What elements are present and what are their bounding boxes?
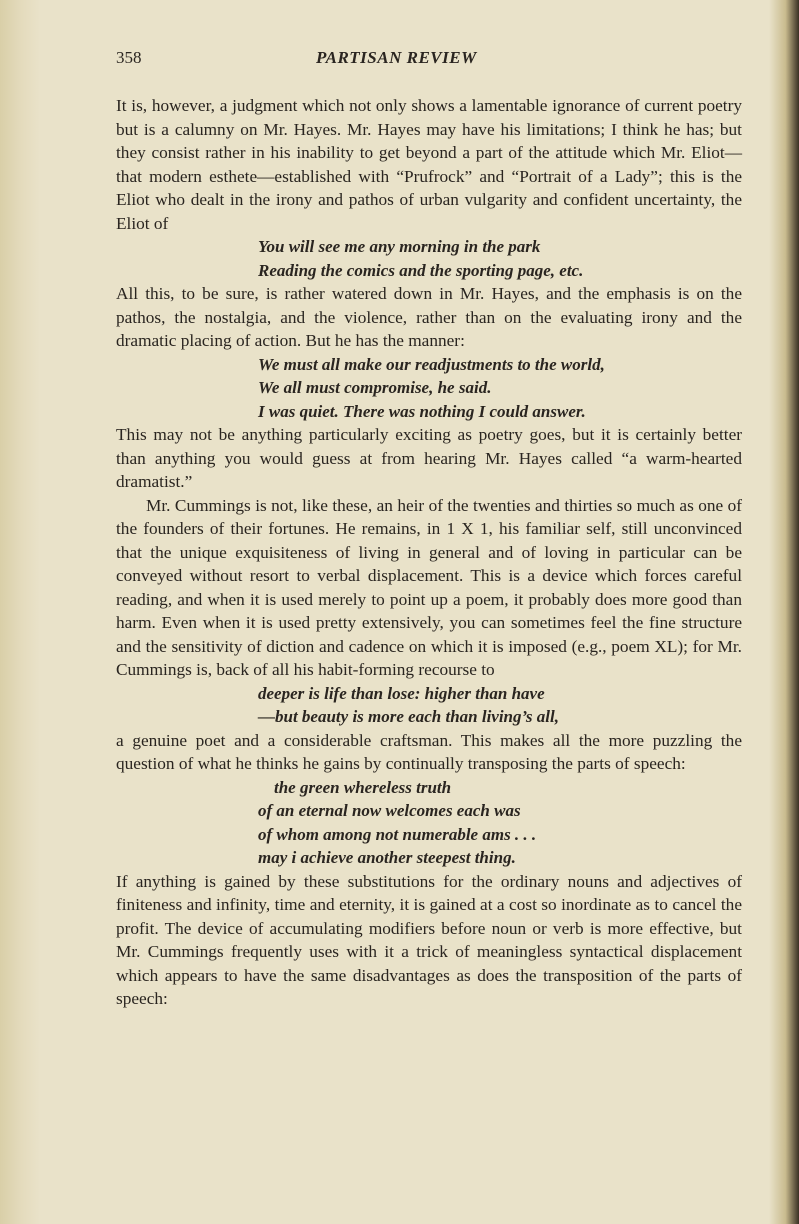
verse-line: —but beauty is more each than living’s all, bbox=[258, 707, 559, 726]
verse-line: Reading the comics and the sporting page, etc. bbox=[258, 260, 584, 280]
verse-line: the green whereless truth bbox=[274, 777, 452, 797]
verse-quote-4 bbox=[116, 776, 742, 870]
page-number: 358 bbox=[116, 48, 142, 67]
paragraph-2: All this, to be sure, is rather watered down in Mr. Hayes, and the emphasis is on the pathos, the nostalgia, and the violence, rather than on the evaluating irony and the dramatic placing of action. But he has the manner: bbox=[116, 284, 742, 350]
verse-line: We all must compromise, he said. bbox=[258, 378, 492, 397]
verse-line: of an eternal now welcomes each was bbox=[258, 801, 521, 820]
verse-line: I was quiet. There was nothing I could answer. bbox=[258, 401, 586, 421]
page-edge-shadow bbox=[769, 0, 799, 1224]
paragraph-5: a genuine poet and a considerable craftsman. This makes all the more puzzling the question of what he thinks he gains by continually transposing the parts of speech: bbox=[116, 730, 742, 773]
verse-line: may i achieve another steepest thing. bbox=[258, 848, 516, 867]
running-head: PARTISAN REVIEW bbox=[316, 48, 477, 67]
page-gutter-shadow bbox=[0, 0, 40, 1224]
paragraph-1: It is, however, a judgment which not only shows a lamentable ignorance of current poetry but is a calumny on Mr. Hayes. Mr. Hayes may have his limitations; I think he has; but they consist rather in his inability to get beyond a part of the attitude which Mr. Eliot—that modern esthete—established with “Prufrock” and “Portrait of a Lady”; this is the Eliot who dealt in the irony and pathos of urban vulgarity and confident uncertainty, the Eliot of bbox=[116, 96, 742, 233]
verse-line: deeper is life than lose: higher than have bbox=[258, 683, 545, 703]
verse-quote-1 bbox=[116, 235, 742, 282]
book-page bbox=[116, 48, 742, 1011]
verse-quote-2 bbox=[116, 353, 742, 424]
verse-line: of whom among not numerable ams . . . bbox=[258, 824, 537, 844]
verse-line: We must all make our readjustments to the world, bbox=[258, 354, 605, 374]
verse-line: You will see me any morning in the park bbox=[258, 237, 541, 256]
verse-quote-3 bbox=[116, 682, 742, 729]
page-header bbox=[116, 48, 742, 76]
paragraph-3: This may not be anything particularly exciting as poetry goes, but it is certainly better than anything you would guess at from hearing Mr. Hayes called “a warm-hearted dramatist.” bbox=[116, 425, 742, 491]
paragraph-4: Mr. Cummings is not, like these, an heir of the twenties and thirties so much as one of the founders of their fortunes. He remains, in 1 X 1, his familiar self, still unconvinced that the unique exquisiteness of living in general and of loving in particular can be conveyed without resort to verbal displacement. This is a device which forces careful reading, and when it is used merely to point up a poem, it probably does more good than harm. Even when it is used pretty extensively, you can sometimes feel the fine structure and the sensitivity of diction and cadence on which it is imposed (e.g., poem XL); for Mr. Cummings is, back of all his habit-forming recourse to bbox=[116, 495, 742, 679]
paragraph-6: If anything is gained by these substitutions for the ordinary nouns and adjectives of finiteness and infinity, time and eternity, it is gained at a cost so inordinate as to cancel the profit. The device of accumulating modifiers before noun or verb is more effective, but Mr. Cummings frequently uses with it a trick of meaningless syntactical displacement which appears to have the same disadvantages as does the transposition of the parts of speech: bbox=[116, 871, 742, 1008]
